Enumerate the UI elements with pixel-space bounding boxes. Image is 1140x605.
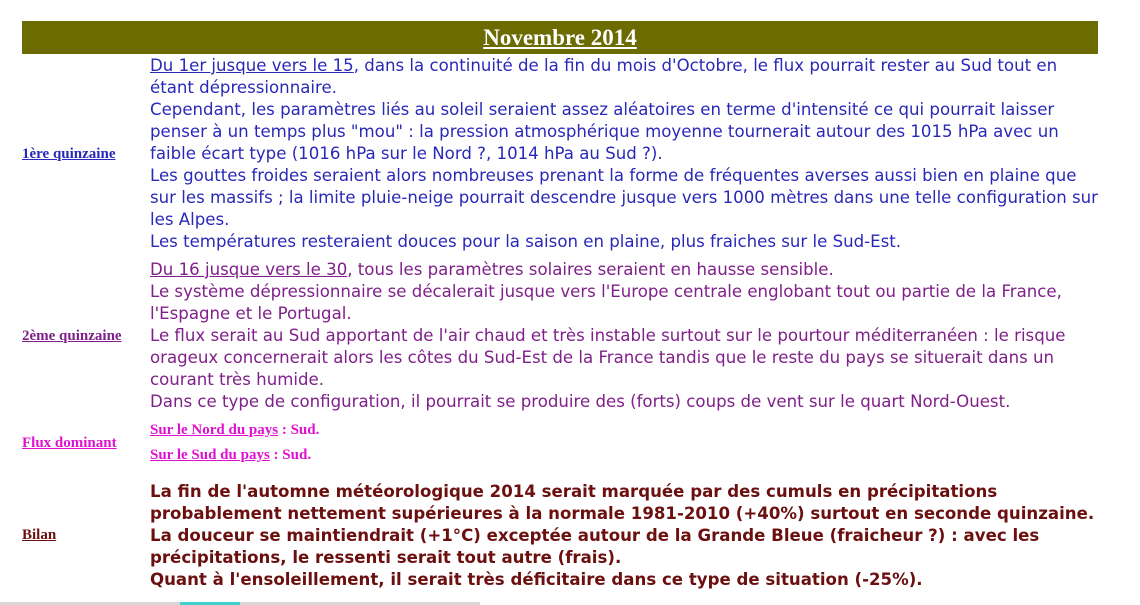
north-flow-line (150, 418, 1098, 443)
row-label-cell (22, 254, 150, 418)
forecast-table (22, 54, 1098, 603)
table-row (22, 418, 1098, 468)
paragraph: Le flux serait au Sud apportant de l'air chaud et très instable surtout sur le pourtour méditerranéen : le risque orageux concernerait alors les côtes du Sud-Est de la France tandis que le reste du pays se situerait dans un courant très humide. (150, 326, 1066, 389)
paragraph (150, 55, 1098, 99)
row-label-cell (22, 468, 150, 603)
month-header (22, 21, 1098, 54)
table-row (22, 54, 1098, 254)
paragraph-text: , dans la continuité de la fin du mois d'Octobre, le flux pourrait rester au Sud tout en étant dépressionnaire. (150, 56, 1058, 97)
period-link-1-15[interactable]: Du 1er jusque vers le 15 (150, 56, 354, 75)
paragraph: Les températures resteraient douces pour la saison en plaine, plus fraiches sur le Sud-Est. (150, 232, 902, 251)
second-fortnight-content (150, 254, 1098, 418)
paragraph: La douceur se maintiendrait (+1°C) exceptée autour de la Grande Bleue (fraicheur ?) : avec les précipitations, le ressenti serait tout autre (frais). (150, 525, 1040, 567)
south-flow-line (150, 443, 1098, 468)
paragraph: Quant à l'ensoleillement, il serait très déficitaire dans ce type de situation (-25%). (150, 569, 923, 589)
month-title: Novembre 2014 (483, 25, 637, 50)
summary-content (150, 468, 1098, 603)
paragraph: Le système dépressionnaire se décalerait jusque vers l'Europe centrale englobant tout ou partie de la France, l'Espagne et le Portugal. (150, 282, 1062, 323)
north-region-link[interactable]: Sur le Nord du pays (150, 422, 279, 438)
dominant-flow-link[interactable]: Flux dominant (22, 434, 117, 451)
paragraph (150, 259, 1098, 281)
first-fortnight-content (150, 54, 1098, 254)
table-row (22, 254, 1098, 418)
paragraph: Dans ce type de configuration, il pourrait se produire des (forts) coups de vent sur le quart Nord-Ouest. (150, 392, 1011, 411)
forecast-page (22, 21, 1098, 603)
north-flow-value: : Sud. (278, 422, 320, 438)
first-fortnight-link[interactable]: 1ère quinzaine (22, 145, 116, 162)
paragraph: Cependant, les paramètres liés au soleil seraient assez aléatoires en terme d'intensité ce qui pourrait laisser penser à un temps plus "mou" : la pression atmosphérique moyenne tournerait autour des 1015 hPa avec un faible écart type (1016 hPa sur le Nord ?, 1014 hPa au Sud ?). (150, 100, 1059, 163)
south-flow-value: : Sud. (269, 447, 312, 463)
south-region-link[interactable]: Sur le Sud du pays (150, 447, 270, 463)
paragraph: La fin de l'automne météorologique 2014 serait marquée par des cumuls en précipitations probablement nettement supérieures à la normale 1981-2010 (+40%) surtout en seconde quinzaine. (150, 481, 1095, 523)
dominant-flow-content (150, 418, 1098, 468)
table-row (22, 468, 1098, 603)
row-label-cell (22, 418, 150, 468)
paragraph-text: , tous les paramètres solaires seraient en hausse sensible. (347, 260, 834, 279)
second-fortnight-link[interactable]: 2ème quinzaine (22, 327, 122, 344)
summary-link[interactable]: Bilan (22, 527, 57, 543)
paragraph: Les gouttes froides seraient alors nombreuses prenant la forme de fréquentes averses aussi bien en plaine que sur les massifs ; la limite pluie-neige pourrait descendre jusque vers 1000 mètres dans une telle configuration sur les Alpes. (150, 166, 1098, 229)
row-label-cell (22, 54, 150, 254)
period-link-16-30[interactable]: Du 16 jusque vers le 30 (150, 260, 348, 279)
